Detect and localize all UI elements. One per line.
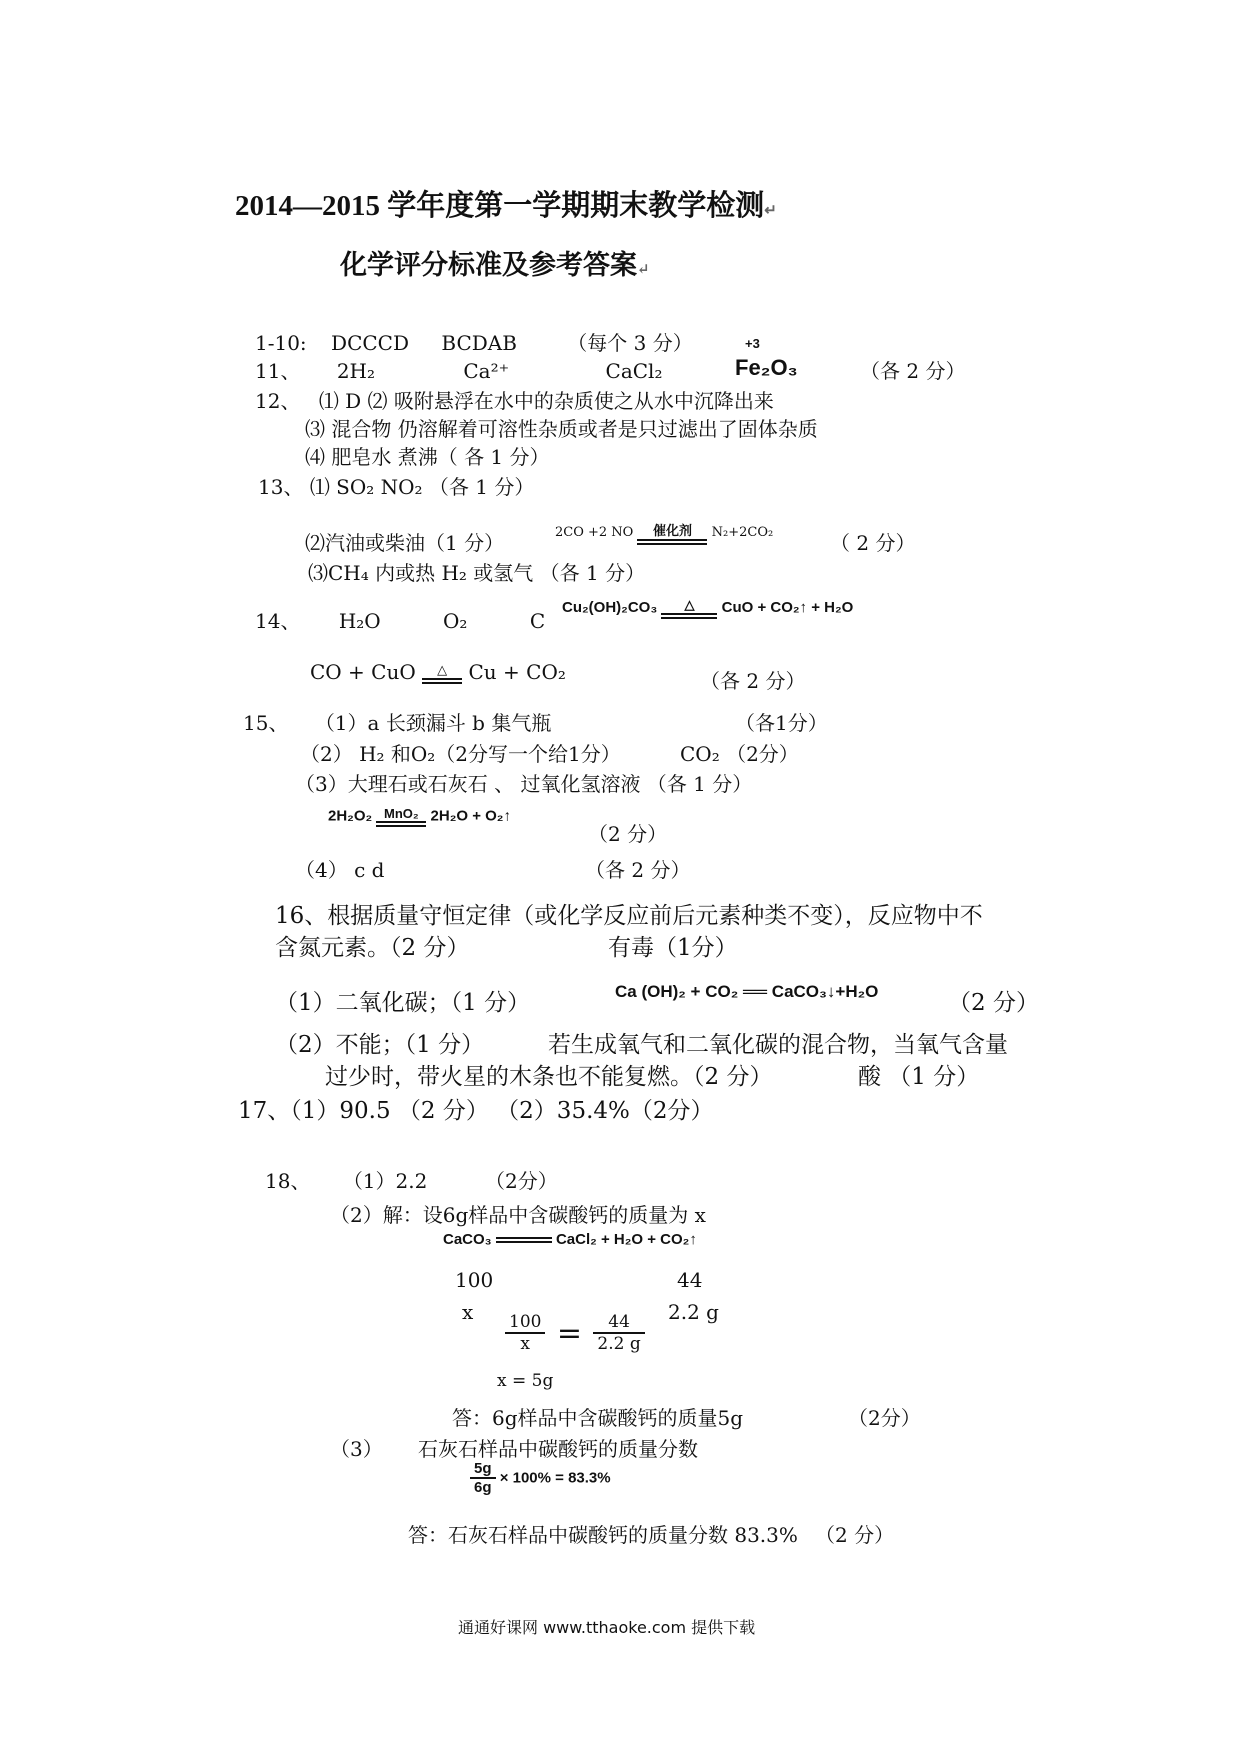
title-text: 2014—2015 学年度第一学期期末教学检测: [235, 190, 765, 222]
fraction-right: [593, 1312, 644, 1354]
percentage-result: × 100% = 83.3%: [499, 1469, 611, 1487]
equation-caco3: [443, 1231, 697, 1248]
footer-credit: 通通好课网 www.tthaoke.com 提供下载: [458, 1618, 756, 1637]
page-title: [235, 183, 777, 224]
answer-q11: [255, 355, 662, 384]
score-note: （2 分）: [815, 1523, 895, 1547]
answer-line: CO₂ （2分）: [680, 742, 799, 766]
result-x: x = 5g: [497, 1371, 554, 1391]
answer-item: H₂O: [338, 609, 381, 633]
fraction-mass: [470, 1460, 496, 1496]
answer-item: CaCl₂: [605, 359, 663, 383]
answer-line: 过少时，带火星的木条也不能复燃。（2 分）: [325, 1064, 773, 1090]
answer-line: 答：石灰石样品中碳酸钙的质量分数 83.3%: [408, 1523, 798, 1547]
numerator: 5g: [470, 1460, 496, 1479]
reaction-condition: △: [437, 663, 448, 678]
q-label: 18、: [265, 1169, 311, 1193]
denominator: 2.2 g: [597, 1334, 641, 1354]
answer-line: 答：6g样品中含碳酸钙的质量5g: [452, 1406, 744, 1430]
answer-line: （2）不能；（1 分）: [275, 1032, 485, 1058]
answer-q12: [255, 385, 774, 414]
equals-bar: [496, 1237, 552, 1243]
score-note: （各 2 分）: [585, 858, 691, 882]
reaction-arrow: [422, 663, 462, 684]
equation-catalytic: [555, 520, 773, 545]
answer-line: 有毒（1分）: [608, 935, 738, 961]
reaction-arrow: [637, 520, 707, 545]
answer-line: 16、根据质量守恒定律（或化学反应前后元素种类不变），反应物中不: [275, 903, 983, 929]
answer-line: ⑶CH₄ 内或热 H₂ 或氢气 （各 1 分）: [308, 561, 646, 585]
eq-right: 2H₂O + O₂↑: [430, 807, 511, 825]
answer-line: （4） c d: [295, 858, 385, 882]
answer-line: 酸 （1 分）: [858, 1064, 980, 1090]
answer-line: （1）2.2: [342, 1169, 428, 1193]
eq-right: CaCl₂ + H₂O + CO₂↑: [555, 1231, 697, 1248]
answer-q15: [243, 707, 551, 736]
reaction-arrow: [376, 806, 426, 827]
answer-line: （3）大理石或石灰石 、 过氧化氢溶液 （各 1 分）: [295, 772, 753, 796]
answer-line: （1）a 长颈漏斗 b 集气瓶: [314, 711, 552, 735]
q-label: 15、: [243, 711, 289, 735]
answer-line: 若生成氧气和二氧化碳的混合物，当氧气含量: [548, 1032, 1008, 1058]
eq-left: 2H₂O₂: [328, 807, 373, 825]
denominator: 6g: [474, 1479, 492, 1496]
score-note: （2 分）: [588, 822, 668, 846]
answer-line: （3）: [330, 1437, 383, 1461]
eq-left: 2CO +2 NO: [555, 525, 634, 540]
answer-line: 含氮元素。（2 分）: [275, 935, 470, 961]
mass-ratio-value: x: [462, 1300, 474, 1324]
answer-item: Ca²⁺: [463, 359, 510, 383]
answer-line: 石灰石样品中碳酸钙的质量分数: [418, 1437, 698, 1461]
answer-line: ⑴ SO₂ NO₂ （各 1 分）: [309, 475, 535, 499]
answer-q18: [265, 1165, 427, 1194]
equation-decomposition: [562, 597, 853, 619]
eq-left: CO + CuO: [310, 660, 416, 684]
q-label: 1-10:: [255, 331, 307, 355]
q-label: 13、: [258, 475, 304, 499]
answer-line: ⑷ 肥皂水 煮沸（ 各 1 分）: [305, 445, 550, 469]
eq-left: Cu₂(OH)₂CO₃: [562, 598, 658, 616]
valence-mark: +3: [745, 336, 760, 351]
answer-q14: [255, 605, 545, 634]
reaction-condition: 催化剂: [652, 524, 692, 539]
answer-line: （1）二氧化碳；（1 分）: [275, 990, 531, 1016]
answer-item: Fe₂O₃: [735, 355, 798, 380]
eq-right: N₂+2CO₂: [711, 525, 774, 540]
q-label: 14、: [255, 609, 301, 633]
mass-ratio-value: 44: [677, 1268, 703, 1292]
mass-ratio-value: 2.2 g: [668, 1300, 719, 1324]
score-note: （ 2 分）: [830, 531, 916, 555]
para-mark: ↵: [764, 203, 777, 219]
para-mark: ↵: [637, 260, 650, 278]
equation-h2o2: [328, 806, 511, 827]
score-note: （2分）: [848, 1406, 921, 1430]
answer-line: （2）解：设6g样品中含碳酸钙的质量为 x: [330, 1203, 706, 1227]
answer-line: （2） H₂ 和O₂（2分写一个给1分）: [300, 742, 621, 766]
page-subtitle: [340, 243, 650, 282]
equation-reduction: [310, 660, 566, 684]
score-note: （各 2 分）: [700, 669, 806, 693]
reaction-condition: △: [684, 597, 695, 612]
equals-sign: =: [556, 1315, 582, 1351]
numerator: 44: [593, 1312, 644, 1334]
answer-item: O₂: [443, 609, 468, 633]
answer-line: ⑴ D ⑵ 吸附悬浮在水中的杂质使之从水中沉降出来: [318, 389, 774, 413]
percentage-calc: [470, 1460, 611, 1496]
reaction-arrow: [661, 597, 717, 619]
proportion-equation: [505, 1312, 645, 1354]
answer-line: ⑵汽油或柴油（1 分）: [305, 531, 505, 555]
fraction-left: [505, 1312, 545, 1354]
eq-left: CaCO₃: [443, 1231, 492, 1248]
equals-bar: [376, 821, 426, 827]
answer-group-2: BCDAB: [441, 331, 517, 355]
score-note: （2分）: [485, 1169, 558, 1193]
mass-ratio-value: 100: [455, 1268, 494, 1292]
q-label: 12、: [255, 389, 301, 413]
equals-bar: [637, 539, 707, 545]
equals-bar: [661, 613, 717, 619]
answer-line: ⑶ 混合物 仍溶解着可溶性杂质或者是只过滤出了固体杂质: [305, 417, 818, 441]
answer-q17: 17、（1）90.5 （2 分） （2）35.4%（2分）: [238, 1098, 714, 1124]
equation-limewater: Ca (OH)₂ + CO₂ ══ CaCO₃↓+H₂O: [615, 982, 879, 1001]
answer-item: C: [529, 609, 546, 633]
score-note: （2 分）: [948, 990, 1039, 1016]
answer-q13: [258, 471, 534, 500]
answer-group-1: DCCCD: [331, 331, 410, 355]
numerator: 100: [505, 1312, 545, 1334]
score-note: （各 2 分）: [860, 359, 966, 383]
reaction-condition: MnO₂: [384, 806, 419, 821]
answer-item: 2H₂: [336, 359, 375, 383]
reaction-arrow: [496, 1237, 552, 1243]
q-label: 11、: [255, 359, 301, 383]
equals-bar: [422, 678, 462, 684]
eq-right: Cu + CO₂: [468, 660, 566, 684]
eq-right: CuO + CO₂↑ + H₂O: [721, 598, 854, 616]
answer-q1-10: [255, 327, 693, 356]
denominator: x: [520, 1334, 531, 1354]
score-note: （各1分）: [735, 711, 828, 735]
subtitle-text: 化学评分标准及参考答案: [340, 250, 637, 281]
score-note: （每个 3 分）: [567, 331, 693, 355]
